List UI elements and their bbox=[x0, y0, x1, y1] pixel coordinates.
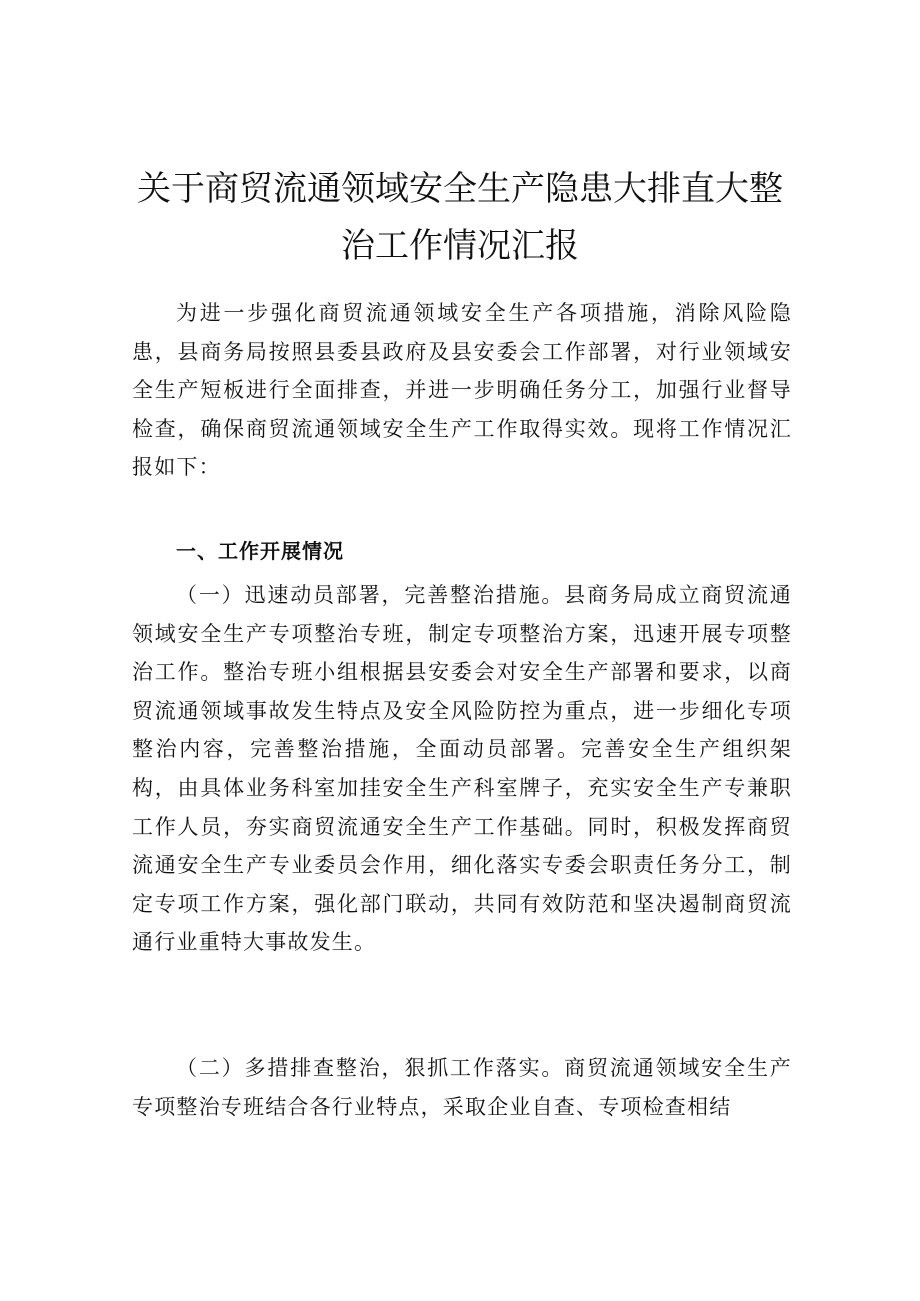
section-heading-1: 一、工作开展情况 bbox=[176, 539, 344, 563]
paragraph-2: （二）多措排查整治，狠抓工作落实。商贸流通领域安全生产专项整治专班结合各行业特点，采取企业自查、专项检查相结 bbox=[132, 1056, 792, 1119]
paragraph-1: （一）迅速动员部署，完善整治措施。县商务局成立商贸流通领域安全生产专项整治专班，制定专项整治方案，迅速开展专项整治工作。整治专班小组根据县安委会对安全生产部署和要求，以商贸流通领域事故发生特点及安全风险防控为重点，进一步细化专项整治内容，完善整治措施，全面动员部署。完善安全生产组织架构，由具体业务科室加挂安全生产科室牌子，充实安全生产专兼职工作人员，夯实商贸流通安全生产工作基础。同时，积极发挥商贸流通安全生产专业委员会作用，细化落实专委会职责任务分工，制定专项工作方案，强化部门联动，共同有效防范和坚决遏制商贸流通行业重特大事故发生。 bbox=[132, 583, 792, 955]
document-title-line-2: 治工作情况汇报 bbox=[341, 226, 579, 266]
document-title-line-1: 关于商贸流通领域安全生产隐患大排直大整 bbox=[137, 169, 783, 209]
intro-paragraph: 为进一步强化商贸流通领域安全生产各项措施，消除风险隐患，县商务局按照县委县政府及县安委会工作部署，对行业领域安全生产短板进行全面排查，并进一步明确任务分工，加强行业督导检查，确保商贸流通领域安全生产工作取得实效。现将工作情况汇报如下： bbox=[132, 301, 792, 480]
